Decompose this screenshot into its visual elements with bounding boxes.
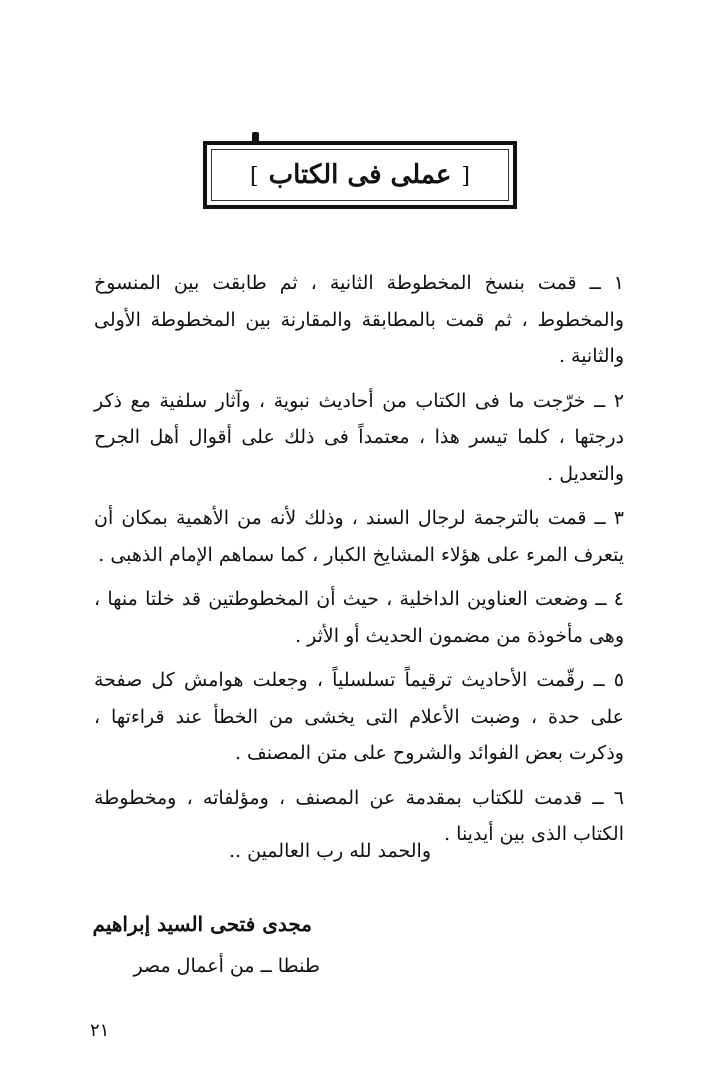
page-number: ٢١ bbox=[90, 1020, 110, 1041]
work-item-4: ٤ ــ وضعت العناوين الداخلية ، حيث أن المخطوطتين قد خلتا منها ، وهى مأخوذة من مضمون الحديث أو الأثر . bbox=[94, 588, 624, 647]
title-text: عملى فى الكتاب bbox=[268, 160, 452, 190]
page-title bbox=[240, 160, 480, 190]
work-item-5: ٥ ــ رقّمت الأحاديث ترقيماً تسلسلياً ، وجعلت هوامش كل صفحة على حدة ، وضبت الأعلام التى يخشى من الخطأ عند قراءتها ، وذكرت بعض الفوائد والشروح على متن المصنف . bbox=[94, 669, 624, 764]
work-item-3: ٣ ــ قمت بالترجمة لرجال السند ، وذلك لأنه من الأهمية بمكان أن يتعرف المرء على هؤلاء المشايخ الكبار ، كما سماهم الإمام الذهبى . bbox=[94, 507, 624, 566]
work-item-6: ٦ ــ قدمت للكتاب بمقدمة عن المصنف ، ومؤلفاته ، ومخطوطة الكتاب الذى بين أيدينا . bbox=[94, 786, 624, 845]
closing-praise: والحمد لله رب العالمين .. bbox=[228, 840, 432, 862]
work-items-list bbox=[94, 265, 624, 861]
work-item-2: ٢ ــ خرّجت ما فى الكتاب من أحاديث نبوية ، وآثار سلفية مع ذكر درجتها ، كلما تيسر هذا ، معتمداً فى ذلك على أقوال أهل الجرح والتعديل . bbox=[94, 389, 624, 485]
title-open-bracket: [ bbox=[461, 164, 470, 189]
author-name: مجدى فتحى السيد إبراهيم bbox=[92, 912, 312, 936]
title-frame bbox=[203, 141, 517, 209]
author-place: طنطا ــ من أعمال مصر bbox=[133, 955, 320, 977]
title-close-bracket: ] bbox=[250, 164, 259, 189]
work-item-1: ١ ــ قمت بنسخ المخطوطة الثانية ، ثم طابقت بين المنسوخ والمخطوط ، ثم قمت بالمطابقة والمقارنة بين المخطوطة الأولى والثانية . bbox=[94, 272, 624, 367]
